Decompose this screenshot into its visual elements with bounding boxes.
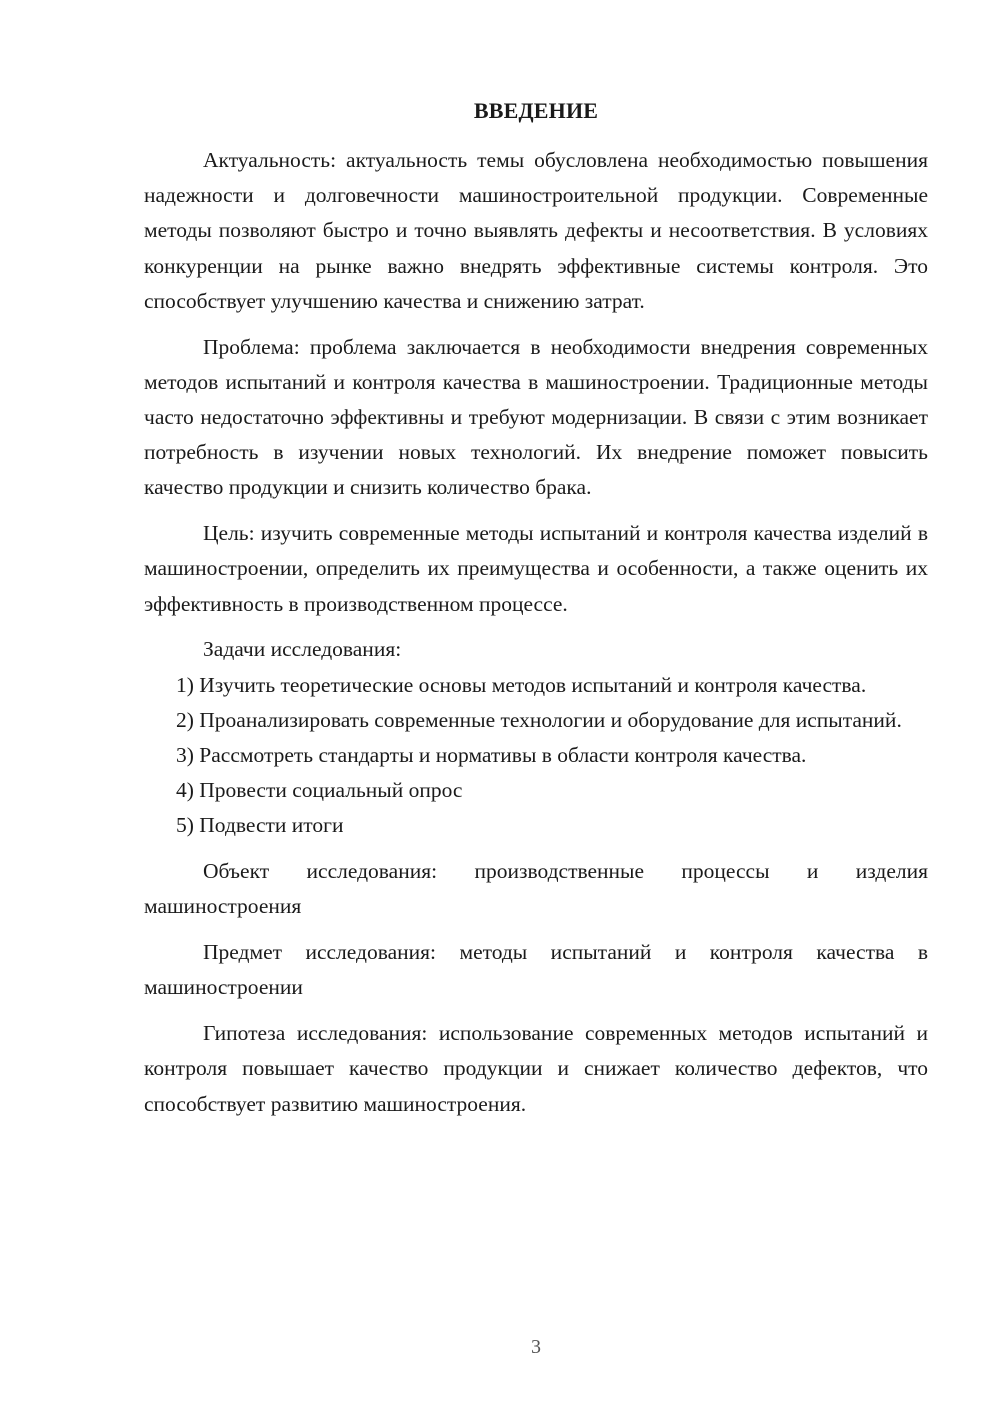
task-item-1: 1) Изучить теоретические основы методов испытаний и контроля качества.: [176, 672, 867, 697]
page-title: ВВЕДЕНИЕ: [473, 98, 599, 123]
tasks-heading: Задачи исследования:: [203, 637, 402, 662]
paragraph-goal: Цель: изучить современные методы испытаний и контроля качества изделий в машиностроении, определить их преимущества и особенности, а также оценить их эффективность в производственном процессе.: [144, 521, 928, 616]
paragraph-relevance: Актуальность: актуальность темы обусловлена необходимостью повышения надежности и долговечности машиностроительной продукции. Современные методы позволяют быстро и точно выявлять дефекты и несоответствия. В условиях конкуренции на рынке важно внедрять эффективные системы контроля. Это способствует улучшению качества и снижению затрат.: [144, 148, 928, 313]
task-item-5: 5) Подвести итоги: [176, 813, 344, 838]
document-body: [144, 143, 928, 1122]
task-item-2: 2) Проанализировать современные технологии и оборудование для испытаний.: [176, 707, 902, 732]
paragraph-object: Объект исследования: производственные процессы и изделия машиностроения: [144, 859, 928, 919]
paragraph-hypothesis: Гипотеза исследования: использование современных методов испытаний и контроля повышает качество продукции и снижает количество дефектов, что способствует развитию машиностроения.: [144, 1021, 928, 1116]
paragraph-subject: Предмет исследования: методы испытаний и контроля качества в машиностроении: [144, 940, 928, 1000]
task-item-3: 3) Рассмотреть стандарты и нормативы в области контроля качества.: [176, 743, 807, 768]
page-number: 3: [531, 1336, 541, 1358]
task-item-4: 4) Провести социальный опрос: [176, 778, 463, 803]
paragraph-problem: Проблема: проблема заключается в необходимости внедрения современных методов испытаний и контроля качества в машиностроении. Традиционные методы часто недостаточно эффективны и требуют модернизации. В связи с этим возникает потребность в изучении новых технологий. Их внедрение поможет повысить качество продукции и снизить количество брака.: [144, 334, 928, 500]
